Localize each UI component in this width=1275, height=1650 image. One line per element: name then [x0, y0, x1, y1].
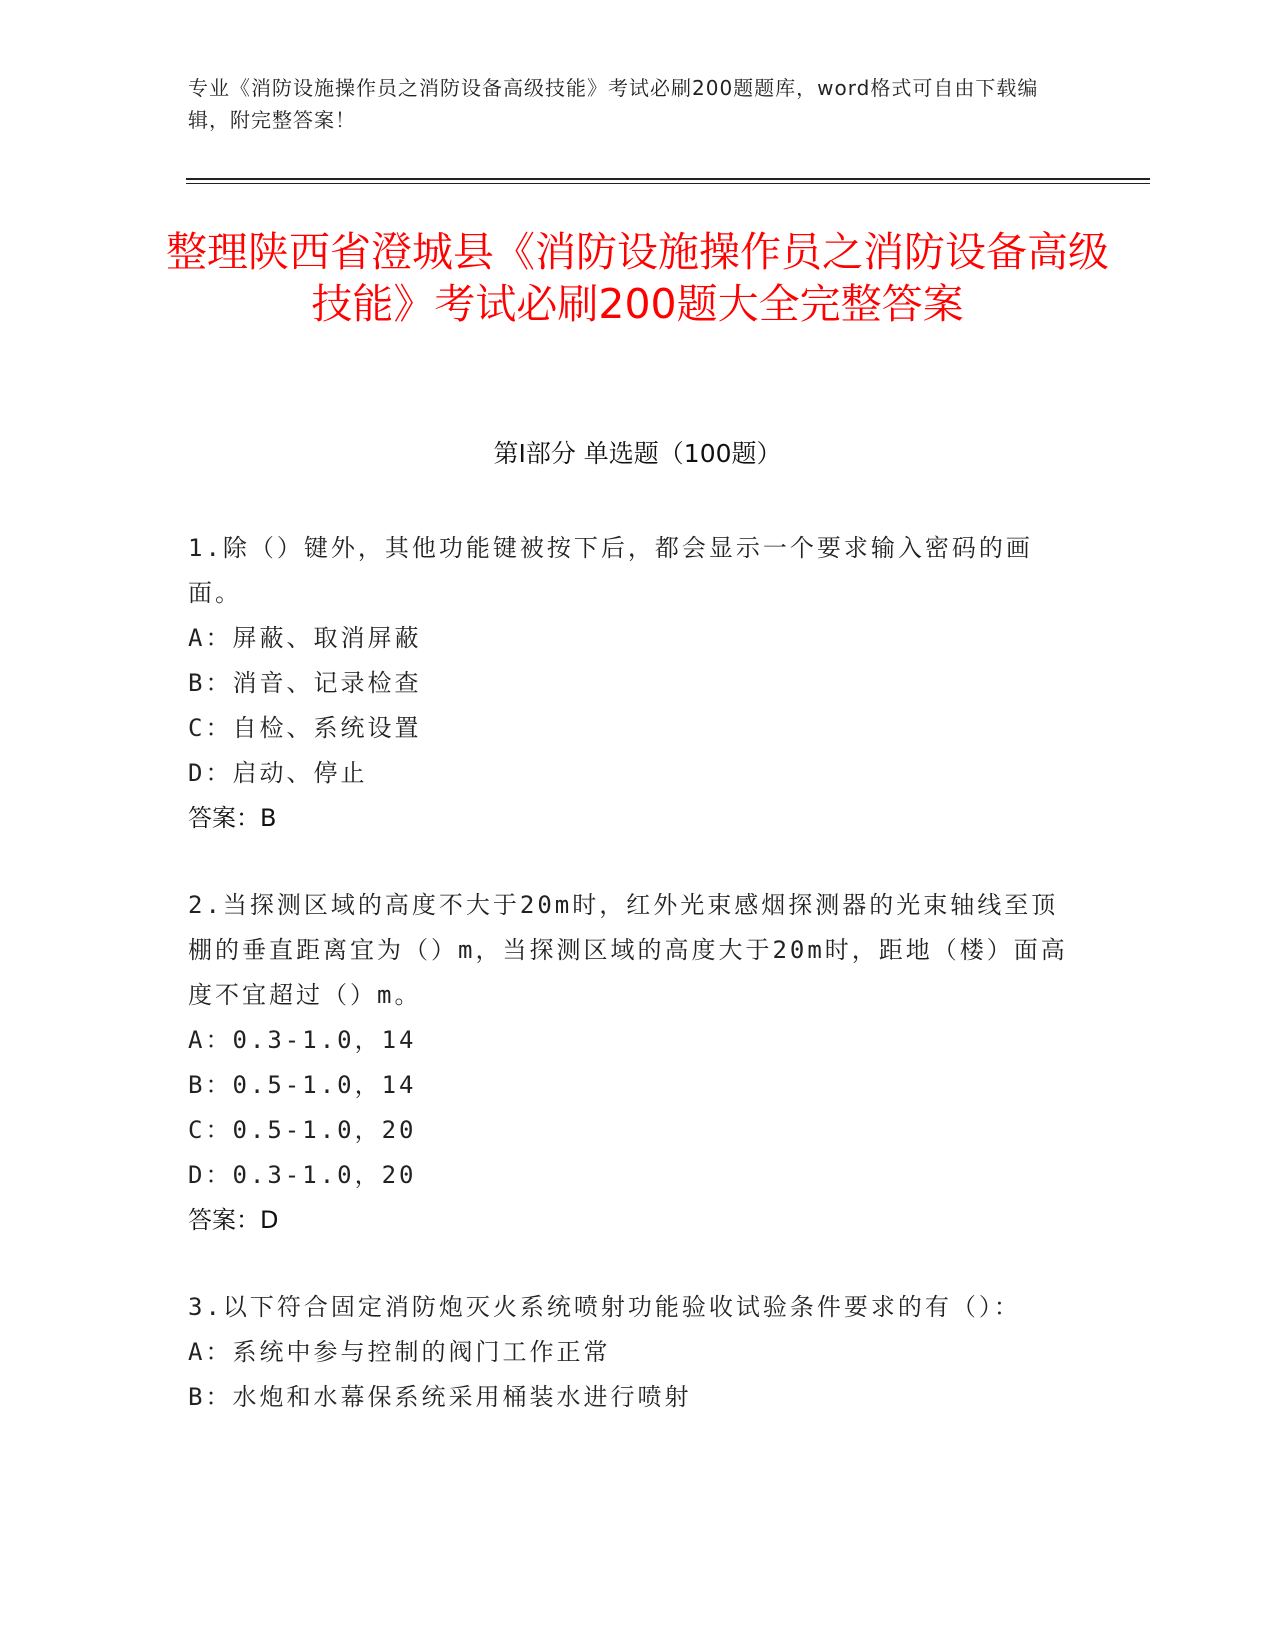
question-list	[188, 526, 1068, 1462]
option-a: A：0.3-1.0，14	[188, 1026, 417, 1054]
answer: 答案：D	[188, 1206, 279, 1234]
section-title: 第Ⅰ部分 单选题（100题）	[493, 439, 782, 468]
header-note: 专业《消防设施操作员之消防设备高级技能》考试必刷200题题库，word格式可自由下载编辑，附完整答案！	[188, 76, 1039, 132]
question-text: 3.以下符合固定消防炮灭火系统喷射功能验收试验条件要求的有（）：	[188, 1293, 1021, 1321]
option-b: B：水炮和水幕保系统采用桶装水进行喷射	[188, 1383, 692, 1411]
question-2	[188, 883, 1068, 1243]
option-b: B：消音、记录检查	[188, 669, 422, 697]
option-b: B：0.5-1.0，14	[188, 1071, 417, 1099]
question-text: 1.除（）键外，其他功能键被按下后，都会显示一个要求输入密码的画面。	[188, 534, 1033, 607]
question-3	[188, 1285, 1068, 1420]
option-d: D：启动、停止	[188, 759, 368, 787]
option-d: D：0.3-1.0，20	[188, 1161, 417, 1189]
option-c: C：0.5-1.0，20	[188, 1116, 417, 1144]
option-c: C：自检、系统设置	[188, 714, 422, 742]
header-divider-thin	[186, 183, 1150, 184]
document-title: 整理陕西省澄城县《消防设施操作员之消防设备高级技能》考试必刷200题大全完整答案	[166, 228, 1109, 328]
option-a: A：系统中参与控制的阀门工作正常	[188, 1338, 611, 1366]
answer: 答案：B	[188, 804, 277, 832]
option-a: A：屏蔽、取消屏蔽	[188, 624, 422, 652]
question-1	[188, 526, 1068, 841]
question-text: 2.当探测区域的高度不大于20m时，红外光束感烟探测器的光束轴线至顶棚的垂直距离宜为（）m，当探测区域的高度大于20m时，距地（楼）面高度不宜超过（）m。	[188, 891, 1068, 1009]
header-divider-thick	[186, 178, 1150, 180]
